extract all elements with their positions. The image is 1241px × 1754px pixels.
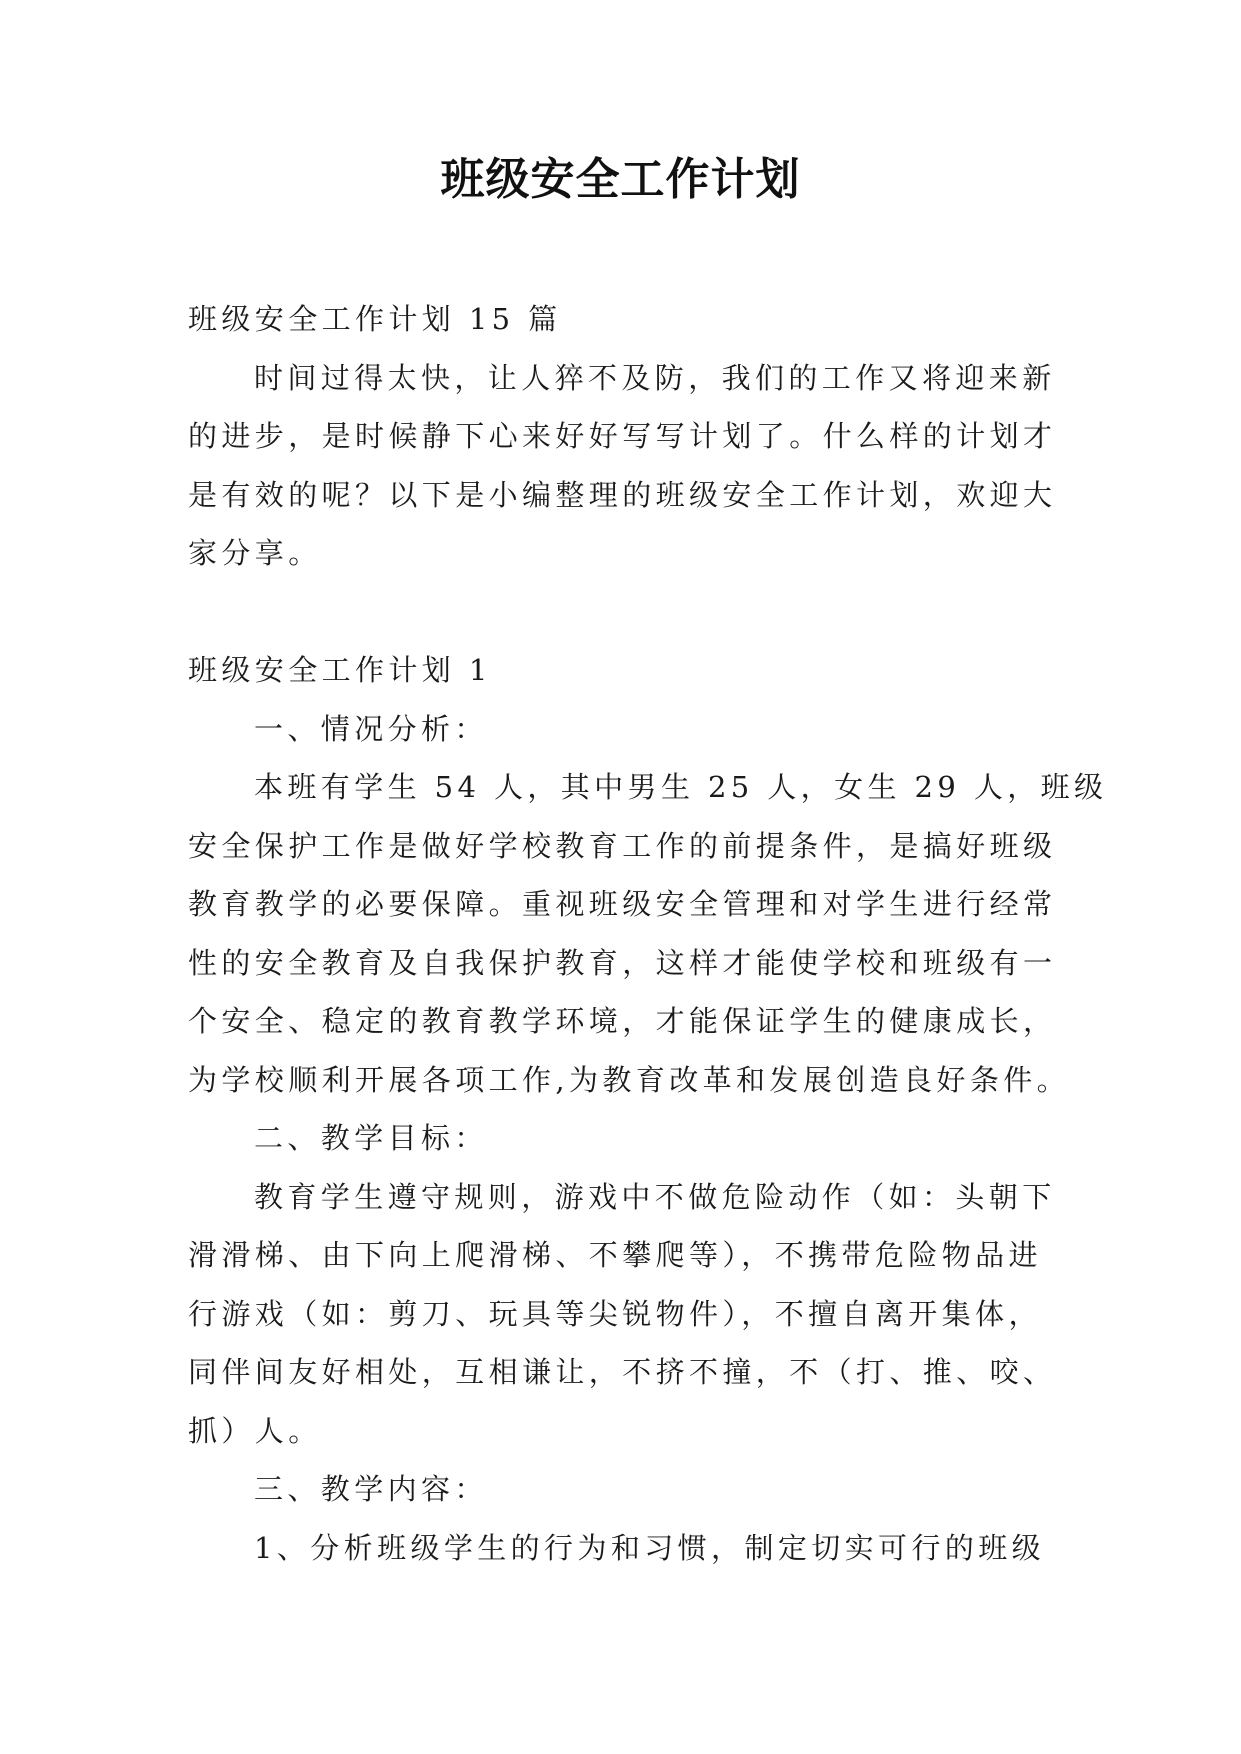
text-line: 班级安全工作计划 15 篇 bbox=[188, 302, 562, 336]
text-line: 班级安全工作计划 1 bbox=[188, 653, 492, 687]
text-line: 三、教学内容： bbox=[254, 1472, 488, 1506]
text-line: 教育学生遵守规则，游戏中不做危险动作（如：头朝下 bbox=[254, 1179, 1056, 1214]
paragraph bbox=[188, 758, 1108, 1109]
text-line: 滑滑梯、由下向上爬滑梯、不攀爬等），不携带危险物品进 bbox=[188, 1238, 1042, 1272]
text-line: 安全保护工作是做好学校教育工作的前提条件，是搞好班级 bbox=[188, 828, 1057, 863]
section-heading bbox=[188, 290, 1058, 349]
paragraph bbox=[188, 1519, 1058, 1578]
text-line: 性的安全教育及自我保护教育，这样才能使学校和班级有一 bbox=[188, 945, 1057, 980]
text-line: 教育教学的必要保障。重视班级安全管理和对学生进行经常 bbox=[188, 887, 1057, 921]
text-line: 的进步，是时候静下心来好好写写计划了。什么样的计划才 bbox=[188, 419, 1057, 453]
paragraph bbox=[188, 1168, 1058, 1461]
text-line: 抓）人。 bbox=[188, 1413, 322, 1448]
text-line: 家分享。 bbox=[188, 536, 322, 570]
paragraph bbox=[188, 700, 1058, 759]
text-line: 是有效的呢？以下是小编整理的班级安全工作计划，欢迎大 bbox=[188, 477, 1057, 512]
text-line: 一、情况分析： bbox=[254, 711, 488, 746]
text-line: 同伴间友好相处，互相谦让，不挤不撞，不（打、推、咬、 bbox=[188, 1355, 1057, 1389]
document-body bbox=[188, 290, 1108, 1577]
paragraph bbox=[188, 349, 1058, 583]
paragraph-gap bbox=[188, 583, 1058, 642]
paragraph bbox=[188, 1109, 1058, 1168]
paragraph bbox=[188, 1460, 1058, 1519]
text-line: 为学校顺利开展各项工作,为教育改革和发展创造良好条件。 bbox=[188, 1062, 1071, 1097]
text-line: 时间过得太快，让人猝不及防，我们的工作又将迎来新 bbox=[254, 360, 1056, 395]
section-heading bbox=[188, 641, 1058, 700]
text-line: 行游戏（如：剪刀、玩具等尖锐物件），不擅自离开集体， bbox=[188, 1296, 1042, 1331]
document-title: 班级安全工作计划 bbox=[440, 154, 801, 205]
text-line: 二、教学目标： bbox=[254, 1121, 488, 1155]
text-line: 本班有学生 54 人，其中男生 25 人，女生 29 人，班级 bbox=[254, 770, 1108, 804]
text-line: 个安全、稳定的教育教学环境，才能保证学生的健康成长， bbox=[188, 1004, 1057, 1038]
text-line: 1、分析班级学生的行为和习惯，制定切实可行的班级 bbox=[254, 1530, 1046, 1565]
